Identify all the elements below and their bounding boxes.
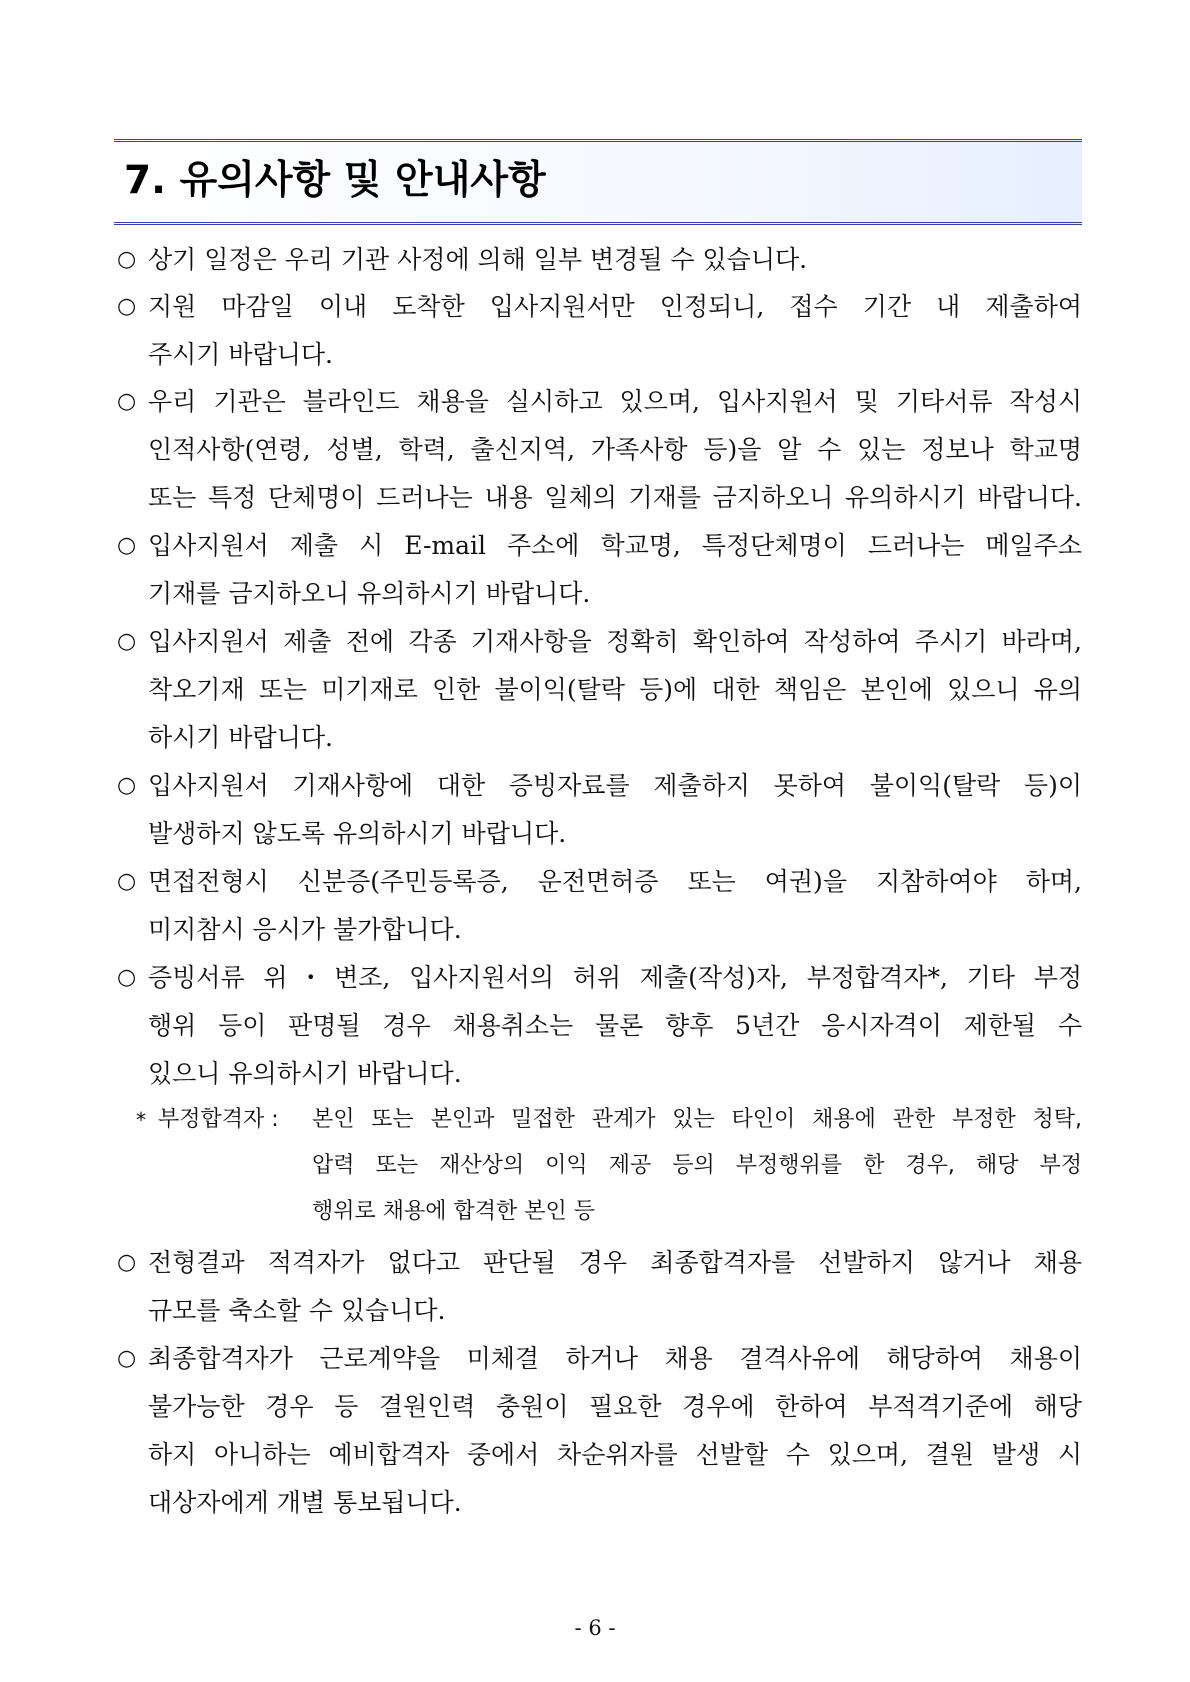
- list-item-line: 증빙서류 위・변조, 입사지원서의 허위 제출(작성)자, 부정합격자*, 기타 부정: [148, 963, 1082, 992]
- list-item-line: 입사지원서 제출 전에 각종 기재사항을 정확히 확인하여 작성하여 주시기 바라며,: [148, 627, 1082, 656]
- bullet-icon: ○: [117, 389, 137, 414]
- list-item-line: 발생하지 않도록 유의하시기 바랍니다.: [148, 819, 567, 848]
- bullet-icon: ○: [117, 1250, 137, 1275]
- list-item-line: 인적사항(연령, 성별, 학력, 출신지역, 가족사항 등)을 알 수 있는 정보나 학교명: [148, 435, 1082, 464]
- bullet-icon: ○: [117, 869, 137, 894]
- list-item-line: 하지 아니하는 예비합격자 중에서 차순위자를 선발할 수 있으며, 결원 발생 시: [148, 1440, 1082, 1469]
- list-item-line: 규모를 축소할 수 있습니다.: [148, 1296, 446, 1325]
- bullet-icon: ○: [117, 533, 137, 558]
- list-item-line: 대상자에게 개별 통보됩니다.: [148, 1488, 462, 1517]
- section-title: 7. 유의사항 및 안내사항: [124, 158, 546, 203]
- list-item-line: 입사지원서 제출 시 E-mail 주소에 학교명, 특정단체명이 드러나는 메일주소: [148, 531, 1082, 560]
- bullet-icon: ○: [117, 1346, 137, 1371]
- footnote-line: 행위로 채용에 합격한 본인 등: [312, 1199, 595, 1224]
- list-item-line: 전형결과 적격자가 없다고 판단될 경우 최종합격자를 선발하지 않거나 채용: [148, 1248, 1082, 1277]
- list-item-line: 주시기 바랍니다.: [148, 340, 333, 369]
- footnote-line: 압력 또는 재산상의 이익 제공 등의 부정행위를 한 경우, 해당 부정: [312, 1153, 1082, 1178]
- list-item-line: 최종합격자가 근로계약을 미체결 하거나 채용 결격사유에 해당하여 채용이: [148, 1344, 1082, 1373]
- bullet-icon: ○: [117, 629, 137, 654]
- list-item-line: 우리 기관은 블라인드 채용을 실시하고 있으며, 입사지원서 및 기타서류 작성시: [148, 387, 1082, 416]
- list-item-line: 행위 등이 판명될 경우 채용취소는 물론 향후 5년간 응시자격이 제한될 수: [148, 1011, 1082, 1040]
- footnote-marker: *: [136, 1108, 146, 1132]
- list-item-line: 기재를 금지하오니 유의하시기 바랍니다.: [148, 579, 591, 608]
- list-item-line: 또는 특정 단체명이 드러나는 내용 일체의 기재를 금지하오니 유의하시기 바랍니다.: [148, 483, 1082, 512]
- list-item-line: 면접전형시 신분증(주민등록증, 운전면허증 또는 여권)을 지참하여야 하며,: [148, 867, 1082, 896]
- bullet-icon: ○: [117, 773, 137, 798]
- page-number: - 6 -: [574, 1616, 616, 1640]
- bullet-icon: ○: [117, 965, 137, 990]
- bullet-icon: ○: [117, 294, 137, 319]
- bullet-icon: ○: [117, 247, 137, 272]
- section-header: [114, 139, 1082, 225]
- list-item-line: 지원 마감일 이내 도착한 입사지원서만 인정되니, 접수 기간 내 제출하여: [148, 292, 1082, 321]
- list-item-line: 미지참시 응시가 불가합니다.: [148, 915, 462, 944]
- list-item-line: 불가능한 경우 등 결원인력 충원이 필요한 경우에 한하여 부적격기준에 해당: [148, 1392, 1082, 1421]
- footnote-term: 부정합격자 :: [158, 1107, 279, 1132]
- list-item-line: 착오기재 또는 미기재로 인한 불이익(탈락 등)에 대한 책임은 본인에 있으니 유의: [148, 675, 1082, 704]
- footnote-line: 본인 또는 본인과 밀접한 관계가 있는 타인이 채용에 관한 부정한 청탁,: [312, 1107, 1082, 1132]
- list-item-line: 입사지원서 기재사항에 대한 증빙자료를 제출하지 못하여 불이익(탈락 등)이: [148, 771, 1082, 800]
- list-item-line: 있으니 유의하시기 바랍니다.: [148, 1059, 462, 1088]
- list-item-line: 상기 일정은 우리 기관 사정에 의해 일부 변경될 수 있습니다.: [148, 245, 808, 274]
- list-item-line: 하시기 바랍니다.: [148, 723, 333, 752]
